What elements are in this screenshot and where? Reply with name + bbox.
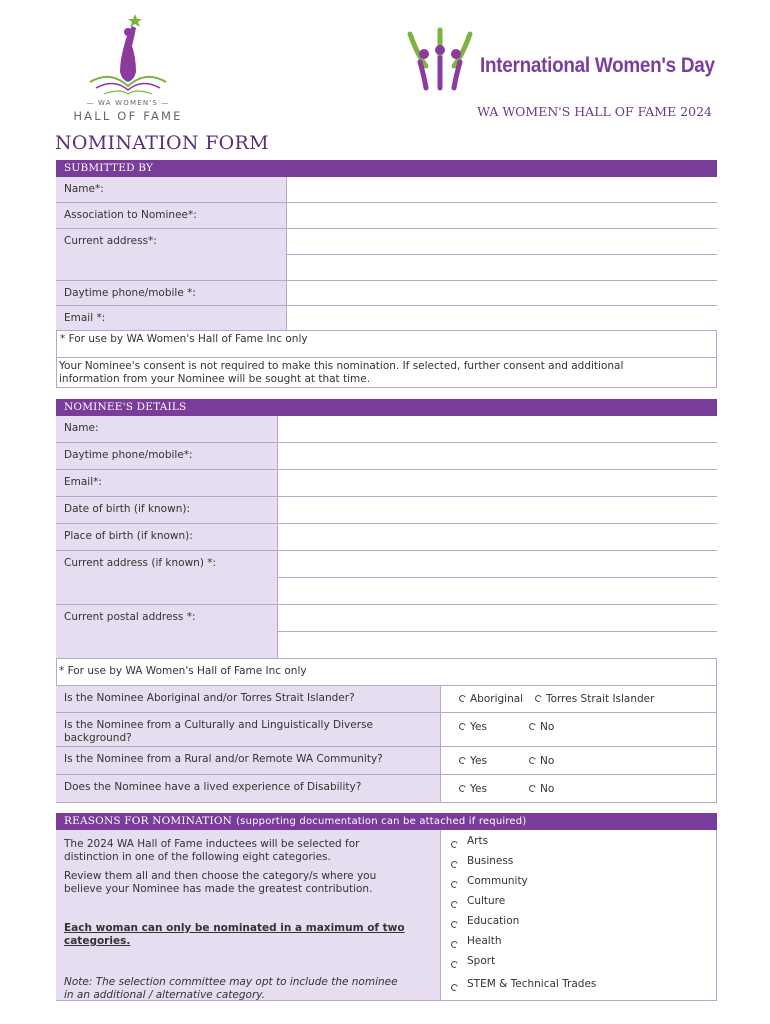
submitter-name-row [56, 177, 717, 203]
category-options [440, 830, 716, 1000]
submitter-address-row [56, 229, 717, 281]
question-rural-options [440, 747, 716, 774]
question-aboriginal-label: Is the Nominee Aboriginal and/or Torres Strait Islander? [56, 686, 440, 712]
question-aboriginal-row [56, 686, 717, 713]
question-rural-row [56, 747, 717, 775]
consent-note-line-2: information from your Nominee will be sought at that time. [59, 373, 371, 385]
submitter-address-field[interactable] [286, 229, 717, 280]
question-cald-options [440, 713, 716, 746]
question-cald-label [56, 713, 440, 746]
nominee-use-note: * For use by WA Women's Hall of Fame Inc only [59, 665, 307, 677]
question-cald-line-2: background? [64, 732, 132, 744]
cald-no-option[interactable] [529, 721, 554, 733]
radio-circle-icon [534, 694, 543, 703]
submitter-association-label: Association to Nominee*: [56, 203, 286, 228]
nominee-pob-row [56, 524, 717, 551]
nominee-pob-label: Place of birth (if known): [56, 524, 277, 550]
radio-circle-icon [450, 840, 459, 849]
category-stem-label: STEM & Technical Trades [467, 978, 597, 990]
submitter-phone-field[interactable] [286, 281, 717, 305]
nominee-details-heading: NOMINEE'S DETAILS [56, 399, 717, 416]
reasons-heading [56, 813, 717, 830]
category-community-label: Community [467, 875, 528, 887]
category-education-label: Education [467, 915, 520, 927]
radio-circle-icon [528, 722, 537, 731]
reasons-section [56, 813, 717, 1001]
nominee-phone-field[interactable] [277, 443, 717, 469]
nominee-address-label: Current address (if known) *: [56, 551, 277, 604]
nominee-dob-row [56, 497, 717, 524]
category-business-label: Business [467, 855, 514, 867]
cald-yes-label: Yes [470, 721, 487, 733]
nominee-use-note-row [56, 659, 717, 686]
reasons-p4-line-2: in an additional / alternative category. [64, 989, 266, 1001]
nominee-email-label: Email*: [56, 470, 277, 496]
submitter-association-field[interactable] [286, 203, 717, 228]
nominee-email-row [56, 470, 717, 497]
question-cald-line-1: Is the Nominee from a Culturally and Linguistically Diverse [64, 719, 373, 731]
radio-circle-icon [458, 722, 467, 731]
consent-note-line-1: Your Nominee's consent is not required to make this nomination. If selected, further consent and additional [59, 360, 624, 372]
reasons-p3-line-2: categories. [64, 935, 131, 947]
cald-no-label: No [540, 721, 555, 733]
radio-circle-icon [450, 960, 459, 969]
submitter-association-row [56, 203, 717, 229]
nominee-address-row [56, 551, 717, 605]
reasons-instructions [56, 830, 440, 1000]
reasons-p3-line-1: Each woman can only be nominated in a maximum of two [64, 922, 405, 934]
rural-yes-option[interactable] [459, 755, 487, 767]
radio-circle-icon [450, 880, 459, 889]
submitter-use-note-row [56, 331, 717, 358]
submitter-name-label: Name*: [56, 177, 286, 202]
question-aboriginal-options [440, 686, 716, 712]
radio-circle-icon [458, 756, 467, 765]
rural-no-option[interactable] [529, 755, 554, 767]
radio-circle-icon [450, 920, 459, 929]
submitter-phone-label: Daytime phone/mobile *: [56, 281, 286, 305]
nominee-details-section [56, 399, 717, 803]
reasons-p2-line-1: Review them all and then choose the category/s where you [64, 870, 377, 882]
disability-yes-option[interactable] [459, 783, 487, 795]
category-culture-label: Culture [467, 895, 506, 907]
radio-circle-icon [528, 756, 537, 765]
nominee-address-field[interactable] [277, 551, 717, 604]
submitter-address-label: Current address*: [56, 229, 286, 280]
disability-no-option[interactable] [529, 783, 554, 795]
radio-circle-icon [450, 860, 459, 869]
consent-note-row [56, 358, 717, 388]
nominee-pob-field[interactable] [277, 524, 717, 550]
question-rural-label: Is the Nominee from a Rural and/or Remote WA Community? [56, 747, 440, 774]
nominee-name-label: Name: [56, 416, 277, 442]
hall-of-fame-emblem-icon [80, 12, 176, 102]
aboriginal-option[interactable] [459, 693, 523, 705]
disability-yes-label: Yes [470, 783, 487, 795]
reasons-heading-title: REASONS FOR NOMINATION [64, 815, 233, 827]
nominee-name-row [56, 416, 717, 443]
reasons-paragraph-2 [64, 870, 376, 896]
submitter-use-note: * For use by WA Women's Hall of Fame Inc only [60, 333, 308, 345]
radio-circle-icon [458, 784, 467, 793]
reasons-paragraph-1 [64, 838, 360, 864]
category-health-label: Health [467, 935, 502, 947]
reasons-p4-line-1: Note: The selection committee may opt to include the nominee [64, 976, 398, 988]
category-arts-label: Arts [467, 835, 489, 847]
nominee-postal-label: Current postal address *: [56, 605, 277, 658]
submitter-email-label: Email *: [56, 306, 286, 330]
nominee-email-field[interactable] [277, 470, 717, 496]
question-disability-row [56, 775, 717, 803]
submitted-by-section [56, 160, 717, 388]
reasons-paragraph-3 [64, 922, 405, 948]
consent-note [59, 360, 623, 386]
page-title: NOMINATION FORM [55, 132, 269, 154]
reasons-body [56, 830, 717, 1001]
aboriginal-option-label: Aboriginal [470, 693, 524, 705]
reasons-p1-line-1: The 2024 WA Hall of Fame inductees will be selected for [64, 838, 360, 850]
submitted-by-heading: SUBMITTED BY [56, 160, 717, 177]
hall-of-fame-logo [70, 12, 186, 124]
disability-no-label: No [540, 783, 555, 795]
radio-circle-icon [528, 784, 537, 793]
reasons-paragraph-4 [64, 976, 398, 1002]
nominee-postal-row [56, 605, 717, 659]
iwd-logo-text: International Women's Day [480, 54, 715, 77]
submitter-name-field[interactable] [286, 177, 717, 202]
submitter-email-field[interactable] [286, 306, 717, 330]
submitter-email-row [56, 306, 717, 331]
radio-circle-icon [450, 983, 459, 992]
reasons-p1-line-2: distinction in one of the following eight categories. [64, 851, 331, 863]
nominee-phone-row [56, 443, 717, 470]
submitter-phone-row [56, 281, 717, 306]
category-sport-label: Sport [467, 955, 496, 967]
torres-strait-option-label: Torres Strait Islander [546, 693, 655, 705]
question-cald-row [56, 713, 717, 747]
rural-yes-label: Yes [470, 755, 487, 767]
rural-no-label: No [540, 755, 555, 767]
radio-circle-icon [450, 900, 459, 909]
radio-circle-icon [458, 694, 467, 703]
nominee-dob-label: Date of birth (if known): [56, 497, 277, 523]
nominee-dob-field[interactable] [277, 497, 717, 523]
hof-logo-title: HALL OF FAME [73, 109, 183, 123]
reasons-heading-note: (supporting documentation can be attached if required) [236, 816, 527, 827]
cald-yes-option[interactable] [459, 721, 487, 733]
reasons-p2-line-2: believe your Nominee has made the greatest contribution. [64, 883, 373, 895]
nominee-name-field[interactable] [277, 416, 717, 442]
nominee-phone-label: Daytime phone/mobile*: [56, 443, 277, 469]
hof-logo-subtitle: — WA WOMEN'S — [86, 99, 170, 107]
torres-strait-option[interactable] [535, 693, 654, 705]
question-disability-options [440, 775, 716, 802]
iwd-logo [404, 26, 724, 96]
iwd-figures-icon [404, 26, 476, 92]
nominee-postal-field[interactable] [277, 605, 717, 658]
radio-circle-icon [450, 940, 459, 949]
question-disability-label: Does the Nominee have a lived experience of Disability? [56, 775, 440, 802]
hall-of-fame-year: WA WOMEN'S HALL OF FAME 2024 [477, 104, 712, 119]
